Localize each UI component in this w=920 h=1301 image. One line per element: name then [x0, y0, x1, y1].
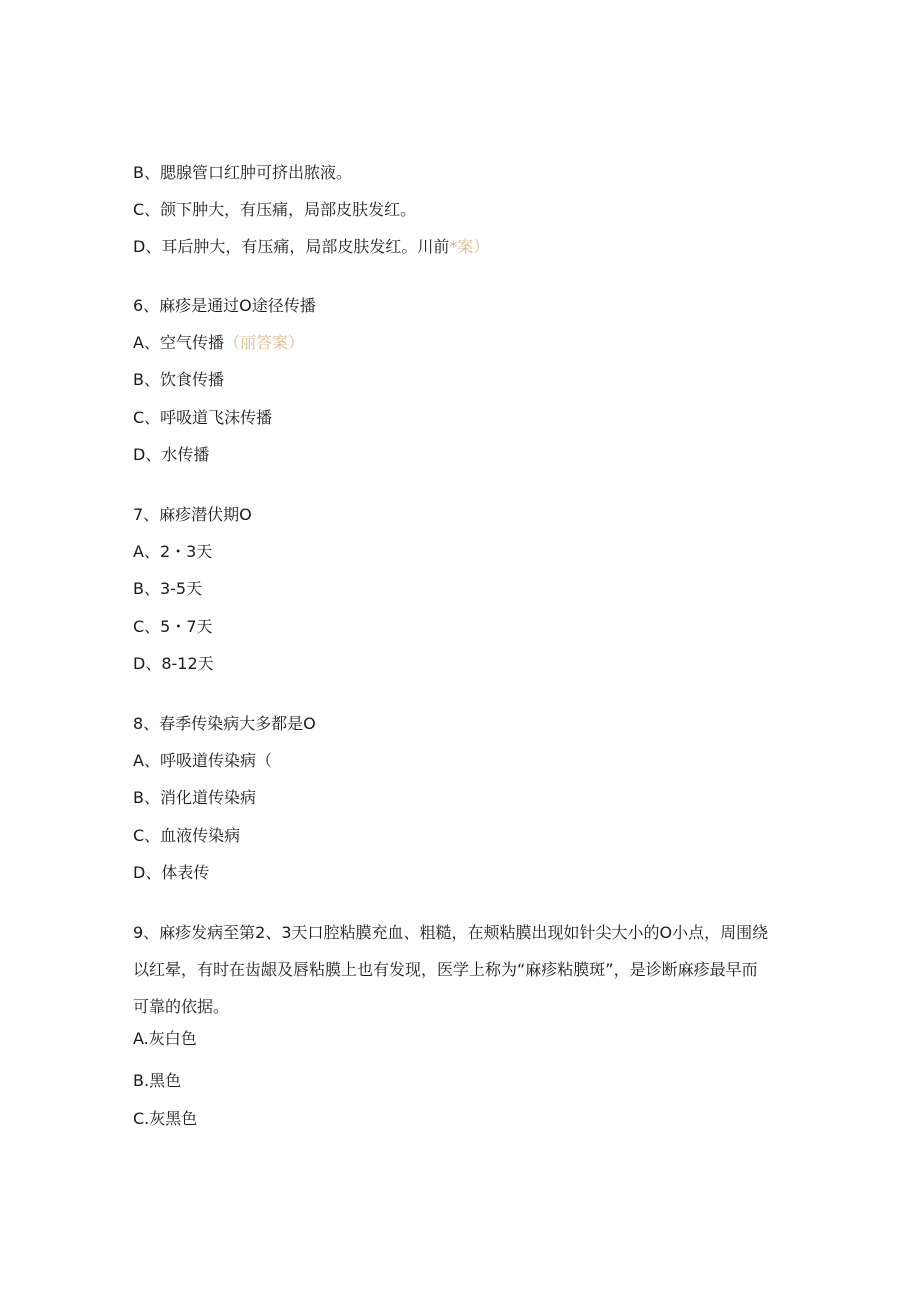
q7-question: 7、麻疹潜伏期O — [133, 505, 252, 524]
q6-option-c: C、呼吸道飞沫传播 — [133, 408, 273, 427]
q9-option-c: C.灰黑色 — [133, 1109, 198, 1128]
q8-question: 8、春季传染病大多都是O — [133, 714, 316, 733]
q9-question: 9、麻疹发病至第2、3天口腔粘膜充血、粗糙，在颊粘膜出现如针尖大小的O小点，周围绕以红晕，有时在齿龈及唇粘膜上也有发现，医学上称为“麻疹粘膜斑”，是诊断麻疹最早而可靠的依据。 — [133, 923, 769, 1016]
q6-option-b: B、饮食传播 — [133, 370, 224, 389]
q6-option-a-text: A、空气传播 — [133, 333, 224, 352]
q8-option-d: D、体表传 — [133, 863, 210, 882]
q8-option-a: A、呼吸道传染病（ — [133, 751, 272, 770]
q9-option-b: B.黑色 — [133, 1071, 182, 1090]
q8-option-c: C、血液传染病 — [133, 826, 241, 845]
q7-option-b: B、3-5天 — [133, 579, 203, 598]
q6-option-d: D、水传播 — [133, 445, 210, 464]
q7-option-d: D、8-12天 — [133, 654, 214, 673]
q7-option-c: C、5・7天 — [133, 617, 213, 636]
q6-question: 6、麻疹是通过O途径传播 — [133, 296, 316, 315]
q8-option-b: B、消化道传染病 — [133, 788, 256, 807]
q7-option-a: A、2・3天 — [133, 542, 213, 561]
q5-option-d — [133, 237, 489, 257]
q5-option-c: C、颌下肿大，有压痛，局部皮肤发红。 — [133, 200, 417, 219]
answer-mark: （丽答案） — [223, 333, 304, 352]
answer-mark: *案） — [449, 237, 490, 256]
q6-option-a — [133, 333, 304, 353]
q5-option-b: B、腮腺管口红肿可挤出脓液。 — [133, 163, 352, 182]
q5-option-d-text: D、耳后肿大，有压痛，局部皮肤发红。川前 — [133, 237, 450, 256]
q9-option-a: A.灰白色 — [133, 1029, 197, 1048]
